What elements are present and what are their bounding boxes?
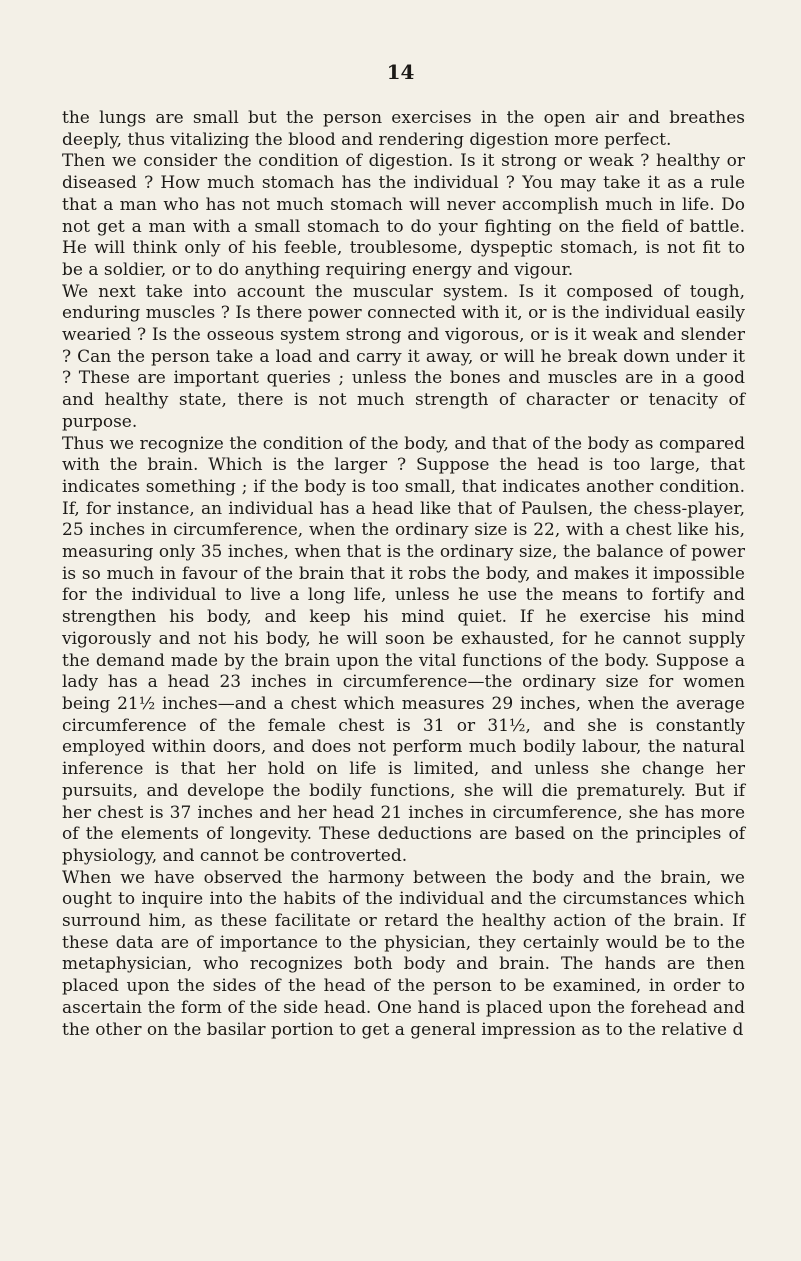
page-number: 14 — [386, 60, 415, 84]
paragraph-5: When we have observed the harmony between the body and the brain, we ought to inquire into the habits of the individual and the circumstances which surround him, as these facilitate or retard the healthy action of the brain. If these data are of importance to the physician, they certainly would be to the metaphysician, who recognizes both body and brain. The hands are then placed upon the sides of the head of the person to be examined, in order to ascertain the form of the side head. One hand is placed upon the forehead and the other on the basilar portion to get a general impression as to the relative d — [62, 867, 745, 1040]
paragraph-2: Then we consider the condition of digestion. Is it strong or weak ? healthy or diseased ? How much stomach has the individual ? You may take it as a rule that a man who has not much stomach will never accomplish much in life. Do not get a man with a small stomach to do your fighting on the field of battle. He will think only of his feeble, troublesome, dyspeptic stomach, is not fit to be a soldier, or to do anything requiring energy and vigour. — [62, 151, 745, 280]
body-text — [62, 108, 745, 1041]
paragraph-4: Thus we recognize the condition of the body, and that of the body as compared with the brain. Which is the larger ? Suppose the head is too large, that indicates something ; if the body is too small, that indicates another condition. If, for instance, an individual has a head like that of Paulsen, the chess-player, 25 inches in circumference, when the ordinary size is 22, with a chest like his, measuring only 35 inches, when that is the ordinary size, the balance of power is so much in favour of the brain that it robs the body, and makes it impossible for the individual to live a long life, unless he use the means to fortify and strengthen his body, and keep his mind quiet. If he exercise his mind vigorously and not his body, he will soon be exhausted, for he cannot supply the demand made by the brain upon the vital functions of the body. Suppose a lady has a head 23 inches in circumference—the ordinary size for women being 21½ inches—and a chest which measures 29 inches, when the average circumference of the female chest is 31 or 31½, and she is constantly employed within doors, and does not perform much bodily labour, the natural inference is that her hold on life is limited, and unless she change her pursuits, and develope the bodily functions, she will die prematurely. But if her chest is 37 inches and her head 21 inches in circumference, she has more of the elements of longevity. These deductions are based on the principles of physiology, and cannot be controverted. — [62, 433, 745, 866]
paragraph-3: We next take into account the muscular system. Is it composed of tough, enduring muscles ? Is there power connected with it, or is the individual easily wearied ? Is the osseous system strong and vigorous, or is it weak and slender ? Can the person take a load and carry it away, or will he break down under it ? These are important queries ; unless the bones and muscles are in a good and healthy state, there is not much strength of character or tenacity of purpose. — [62, 281, 745, 432]
paragraph-1: the lungs are small but the person exercises in the open air and breathes deeply, thus vitalizing the blood and rendering digestion more perfect. — [62, 108, 745, 150]
